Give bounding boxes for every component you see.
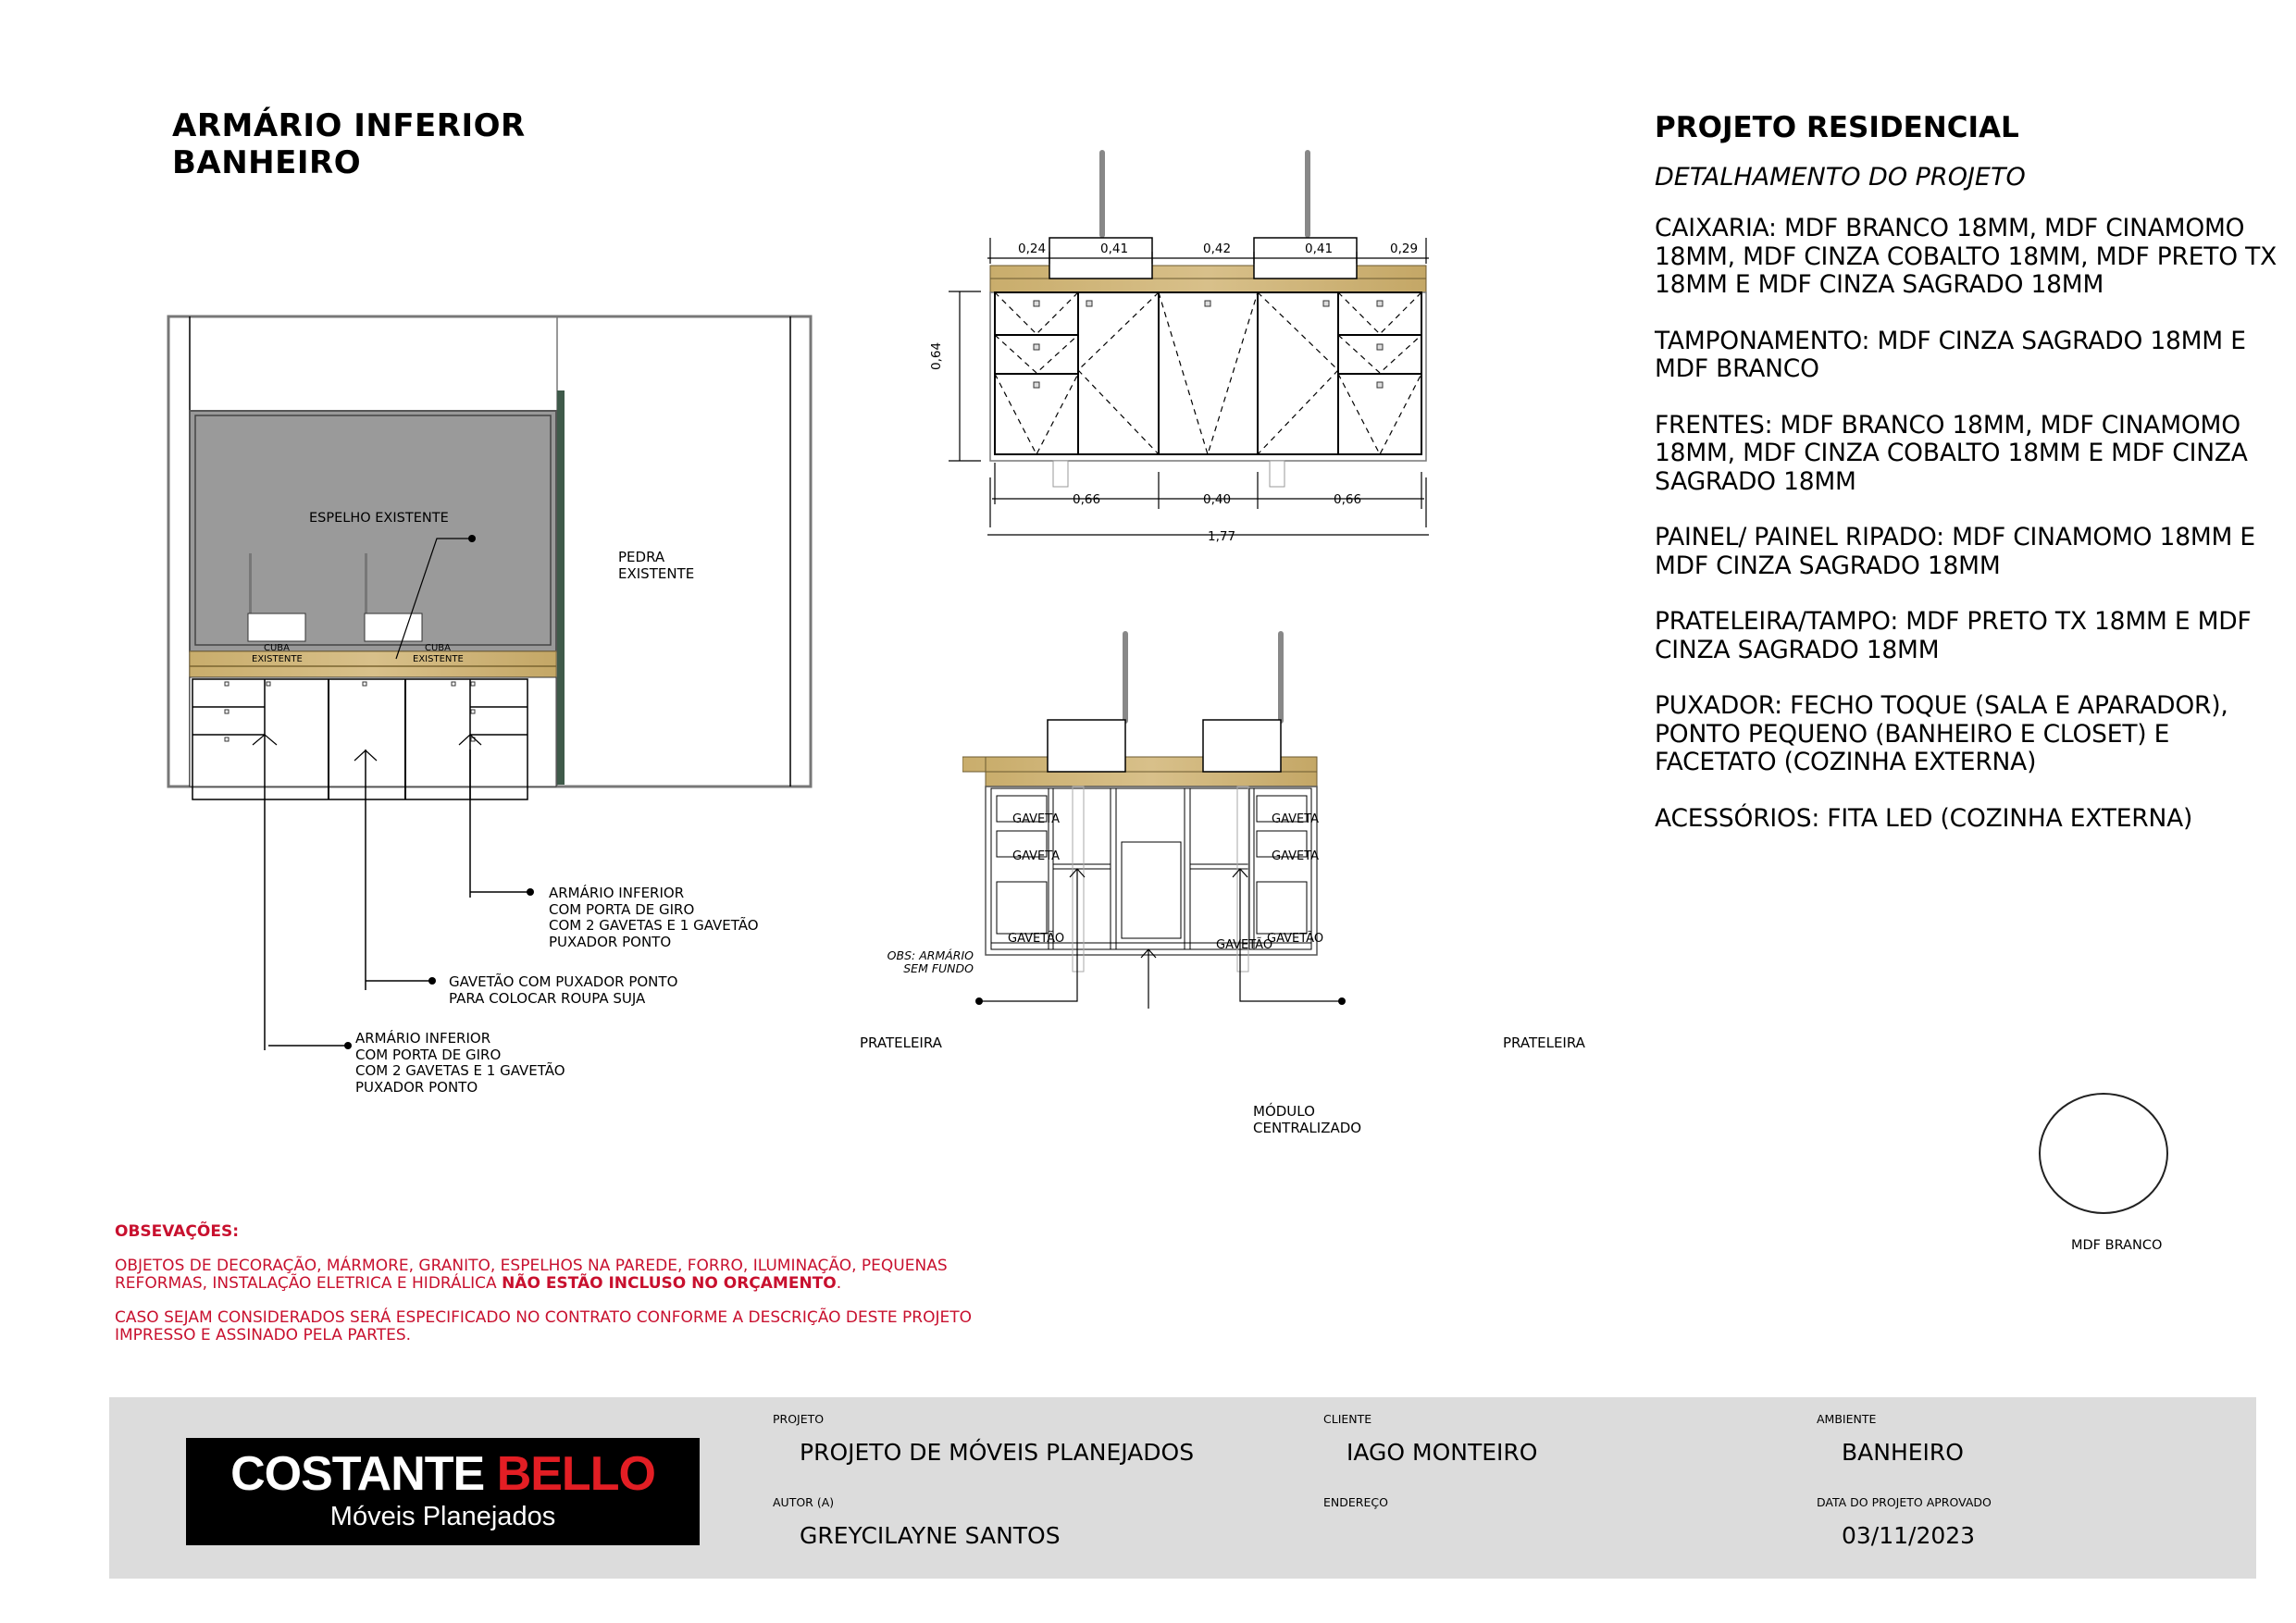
- drawer-large-label: GAVETÃO: [1008, 932, 1065, 946]
- observations-text: OBJETOS DE DECORAÇÃO, MÁRMORE, GRANITO, ESPELHOS NA PAREDE, FORRO, ILUMINAÇÃO, PEQUENAS REFORMAS, INSTALAÇÃO ELETRICA E HIDRÁLICA: [115, 1257, 948, 1293]
- callout-line: PUXADOR PONTO: [549, 933, 672, 950]
- shelf-callout-right: PRATELEIRA: [1503, 1035, 1585, 1051]
- drawer-label: GAVETA: [1272, 812, 1320, 826]
- obs-note-line2: SEM FUNDO: [903, 961, 974, 975]
- callout-right-cabinet: [549, 886, 759, 950]
- drawer-large-label: GAVETÃO: [1216, 938, 1273, 952]
- spec-prateleira: PRATELEIRA/TAMPO: MDF PRETO TX 18MM E MDF CINZA SAGRADO 18MM: [1655, 607, 2252, 664]
- cliente-label: CLIENTE: [1323, 1412, 1372, 1426]
- observations-title: OBSEVAÇÕES:: [115, 1222, 240, 1241]
- callout-line: PARA COLOCAR ROUPA SUJA: [449, 989, 646, 1007]
- drawer-label: GAVETA: [1012, 849, 1061, 863]
- drawer-large-label: GAVETÃO: [1267, 932, 1324, 946]
- logo-word-1: COSTANTE: [230, 1447, 497, 1501]
- dim-bottom-2: 0,40: [1203, 492, 1232, 507]
- projeto-value: PROJETO DE MÓVEIS PLANEJADOS: [800, 1439, 1195, 1466]
- title-line-1: ARMÁRIO INFERIOR: [172, 107, 526, 144]
- callout-line: PUXADOR PONTO: [355, 1078, 478, 1096]
- dim-top-4: 0,41: [1305, 242, 1334, 256]
- material-swatch-mdf-branco: [2039, 1093, 2168, 1214]
- observations-paragraph-2: CASO SEJAM CONSIDERADOS SERÁ ESPECIFICADO NO CONTRATO CONFORME A DESCRIÇÃO DESTE PROJETO IMPRESSO E ASSINADO PELA PARTES.: [115, 1308, 972, 1344]
- spec-caixaria: CAIXARIA: MDF BRANCO 18MM, MDF CINAMOMO 18MM, MDF CINZA COBALTO 18MM, MDF PRETO TX 18MM E MDF CINZA SAGRADO 18MM: [1655, 214, 2277, 299]
- data-value: 03/11/2023: [1842, 1522, 1976, 1549]
- projeto-label: PROJETO: [773, 1412, 825, 1426]
- sink-label-line2: EXISTENTE: [413, 654, 464, 664]
- spec-painel: PAINEL/ PAINEL RIPADO: MDF CINAMOMO 18MM E MDF CINZA SAGRADO 18MM: [1655, 523, 2255, 580]
- autor-label: AUTOR (A): [773, 1495, 835, 1509]
- stone-label-line1: PEDRA: [618, 549, 665, 565]
- endereco-label: ENDEREÇO: [1323, 1495, 1388, 1509]
- spec-tamponamento: TAMPONAMENTO: MDF CINZA SAGRADO 18MM E MDF BRANCO: [1655, 326, 2246, 383]
- stone-label-line2: EXISTENTE: [618, 564, 695, 582]
- callout-left-cabinet: [355, 1031, 565, 1096]
- sink-label-line2: EXISTENTE: [252, 654, 303, 664]
- obs-note-line1: OBS: ARMÁRIO: [887, 948, 974, 962]
- logo-tagline: Móveis Planejados: [329, 1502, 556, 1531]
- logo-wordmark: [186, 1447, 700, 1501]
- central-label-line1: MÓDULO: [1253, 1103, 1315, 1120]
- company-logo: [186, 1438, 700, 1545]
- mirror-label: ESPELHO EXISTENTE: [309, 511, 449, 526]
- callout-laundry-drawer: [449, 974, 677, 1007]
- spec-frentes: FRENTES: MDF BRANCO 18MM, MDF CINAMOMO 18MM, MDF CINZA COBALTO 18MM E MDF CINZA SAGRADO 18MM: [1655, 410, 2248, 496]
- dim-top-1: 0,24: [1018, 242, 1047, 256]
- observations-paragraph-1: [115, 1258, 1022, 1293]
- observations-period: .: [836, 1274, 842, 1293]
- front-elevation-drawing: [935, 139, 1490, 574]
- spec-puxador: PUXADOR: FECHO TOQUE (SALA E APARADOR), PONTO PEQUENO (BANHEIRO E CLOSET) E FACETATO (COZINHA EXTERNA): [1655, 691, 2228, 776]
- callout-line: COM PORTA DE GIRO: [355, 1046, 502, 1063]
- dim-height: 0,64: [929, 341, 944, 370]
- drawing-title: [172, 107, 526, 181]
- dim-total: 1,77: [1208, 529, 1236, 544]
- observations-block: [115, 1223, 1022, 1361]
- spec-acessorios: ACESSÓRIOS: FITA LED (COZINHA EXTERNA): [1655, 803, 2193, 833]
- data-label: DATA DO PROJETO APROVADO: [1817, 1495, 1992, 1509]
- stone-callout: [618, 550, 694, 582]
- spec-subtitle: DETALHAMENTO DO PROJETO: [1655, 163, 2026, 192]
- callout-line: ARMÁRIO INFERIOR: [355, 1030, 491, 1047]
- callout-line: GAVETÃO COM PUXADOR PONTO: [449, 973, 678, 990]
- callout-line: COM 2 GAVETAS E 1 GAVETÃO: [355, 1062, 565, 1079]
- callout-line: COM PORTA DE GIRO: [549, 900, 695, 918]
- dim-bottom-3: 0,66: [1334, 492, 1362, 507]
- sink-label-right: [413, 643, 463, 665]
- ambiente-label: AMBIENTE: [1817, 1412, 1877, 1426]
- obs-no-back-note: [881, 949, 974, 975]
- title-line-2: BANHEIRO: [172, 144, 362, 181]
- logo-word-2: BELLO: [496, 1447, 655, 1501]
- autor-value: GREYCILAYNE SANTOS: [800, 1522, 1061, 1549]
- shelf-callout-left: PRATELEIRA: [860, 1035, 942, 1051]
- dim-top-5: 0,29: [1390, 242, 1419, 256]
- dim-bottom-1: 0,66: [1073, 492, 1101, 507]
- drawer-label: GAVETA: [1012, 812, 1061, 826]
- observations-emphasis: NÃO ESTÃO INCLUSO NO ORÇAMENTO: [502, 1274, 837, 1293]
- spec-title: PROJETO RESIDENCIAL: [1655, 111, 2019, 144]
- callout-line: ARMÁRIO INFERIOR: [549, 885, 685, 901]
- sink-label-line1: CUBA: [263, 643, 290, 653]
- material-label: MDF BRANCO: [2071, 1238, 2163, 1253]
- spec-panel: [1655, 109, 2284, 861]
- central-label-line2: CENTRALIZADO: [1253, 1119, 1362, 1136]
- dim-top-2: 0,41: [1100, 242, 1129, 256]
- dim-top-3: 0,42: [1203, 242, 1232, 256]
- drawer-label: GAVETA: [1272, 849, 1320, 863]
- sink-label-left: [252, 643, 302, 665]
- ambiente-value: BANHEIRO: [1842, 1439, 1964, 1466]
- sink-label-line1: CUBA: [424, 643, 451, 653]
- cliente-value: IAGO MONTEIRO: [1347, 1439, 1538, 1466]
- callout-line: COM 2 GAVETAS E 1 GAVETÃO: [549, 917, 759, 934]
- central-module-callout: [1253, 1104, 1361, 1136]
